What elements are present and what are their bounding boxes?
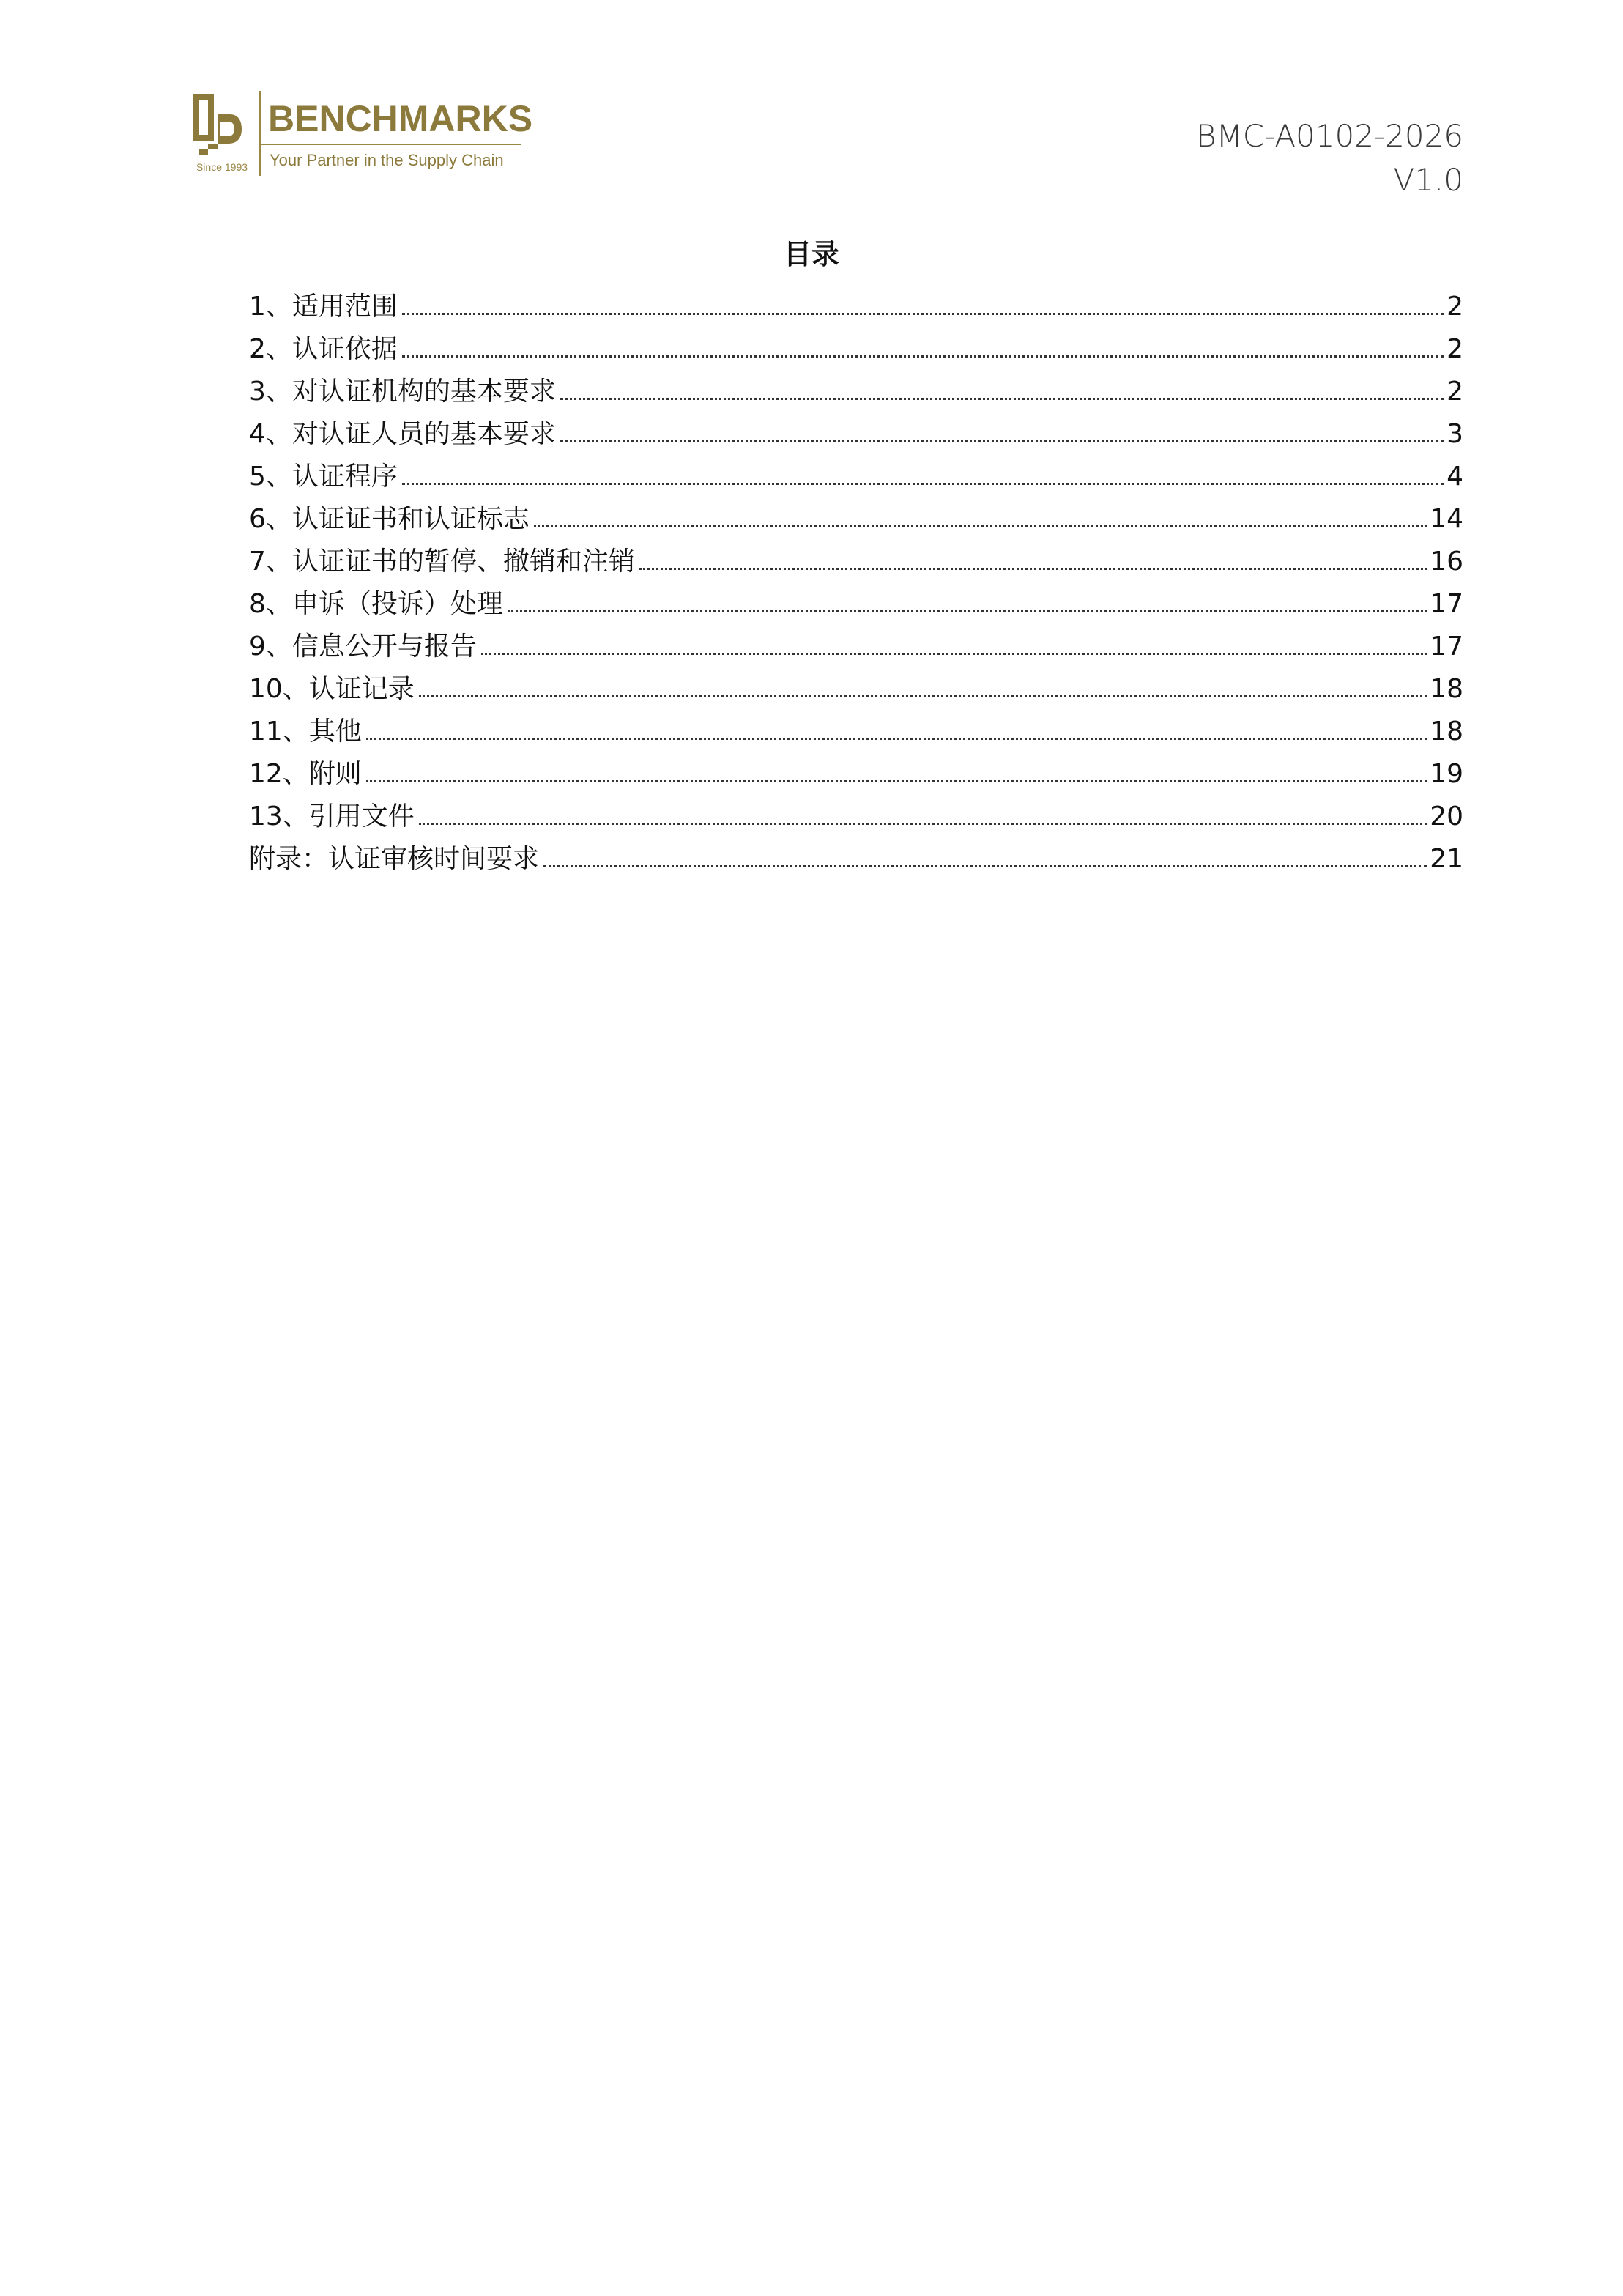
toc-item[interactable] <box>249 541 1463 583</box>
toc-leader-dots <box>366 738 1427 740</box>
toc-leader-dots <box>481 653 1427 655</box>
toc-item[interactable] <box>249 286 1463 328</box>
toc-item[interactable] <box>249 668 1463 711</box>
toc-item-label: 10、认证记录 <box>249 674 415 704</box>
toc-item-label: 4、对认证人员的基本要求 <box>249 419 556 449</box>
toc-leader-dots <box>366 780 1427 782</box>
toc-item-label: 2、认证依据 <box>249 334 398 364</box>
logo-divider-horizontal <box>259 144 521 145</box>
toc-item-label: 12、附则 <box>249 759 362 789</box>
toc-item-page: 18 <box>1430 674 1463 704</box>
toc-item[interactable] <box>249 626 1463 668</box>
toc-item-page: 4 <box>1446 462 1463 492</box>
table-of-contents <box>249 286 1463 881</box>
toc-item-label: 6、认证证书和认证标志 <box>249 504 530 534</box>
toc-item-page: 2 <box>1446 377 1463 407</box>
toc-item[interactable] <box>249 371 1463 413</box>
document-code-block <box>1196 114 1463 202</box>
toc-item[interactable] <box>249 711 1463 753</box>
logo-since-text: Since 1993 <box>196 161 248 173</box>
toc-item-label: 5、认证程序 <box>249 462 398 492</box>
toc-title: 目录 <box>783 238 839 270</box>
toc-leader-dots <box>419 695 1427 697</box>
toc-item[interactable] <box>249 456 1463 498</box>
document-version: V1.0 <box>1393 162 1463 198</box>
toc-leader-dots <box>560 398 1444 400</box>
toc-leader-dots <box>560 440 1444 442</box>
toc-leader-dots <box>402 355 1444 358</box>
toc-item-label: 7、认证证书的暂停、撤销和注销 <box>249 547 635 577</box>
toc-item[interactable] <box>249 838 1463 881</box>
logo-tagline: Your Partner in the Supply Chain <box>270 151 504 169</box>
toc-leader-dots <box>402 483 1444 485</box>
toc-item-page: 21 <box>1430 844 1463 874</box>
toc-item-page: 17 <box>1430 589 1463 619</box>
toc-leader-dots <box>508 610 1427 612</box>
toc-leader-dots <box>534 525 1427 527</box>
toc-item-label: 8、申诉（投诉）处理 <box>249 589 503 619</box>
logo-brand-name: BENCHMARKS <box>268 98 533 139</box>
toc-item-page: 14 <box>1430 504 1463 534</box>
benchmarks-b-logo-icon <box>192 92 243 157</box>
toc-item[interactable] <box>249 328 1463 371</box>
toc-item[interactable] <box>249 753 1463 796</box>
logo-divider-vertical <box>259 91 261 176</box>
toc-item[interactable] <box>249 583 1463 626</box>
document-code: BMC-A0102-2026 <box>1196 118 1463 154</box>
toc-item[interactable] <box>249 498 1463 541</box>
toc-item-label: 13、引用文件 <box>249 801 415 832</box>
toc-leader-dots <box>419 823 1427 825</box>
toc-leader-dots <box>639 568 1427 570</box>
toc-item-page: 19 <box>1430 759 1463 789</box>
toc-item-page: 16 <box>1430 547 1463 577</box>
toc-item-page: 2 <box>1446 292 1463 322</box>
toc-item-label: 附录：认证审核时间要求 <box>249 844 540 874</box>
toc-item-page: 2 <box>1446 334 1463 364</box>
toc-item[interactable] <box>249 796 1463 838</box>
toc-leader-dots <box>402 313 1444 315</box>
toc-item-label: 1、适用范围 <box>249 292 398 322</box>
toc-item[interactable] <box>249 413 1463 456</box>
toc-item-label: 3、对认证机构的基本要求 <box>249 377 556 407</box>
toc-item-page: 18 <box>1430 716 1463 747</box>
company-logo <box>192 89 533 181</box>
toc-item-page: 3 <box>1446 419 1463 449</box>
toc-leader-dots <box>543 865 1427 867</box>
toc-item-label: 11、其他 <box>249 716 362 747</box>
toc-item-page: 20 <box>1430 801 1463 832</box>
toc-item-page: 17 <box>1430 632 1463 662</box>
toc-item-label: 9、信息公开与报告 <box>249 632 477 662</box>
